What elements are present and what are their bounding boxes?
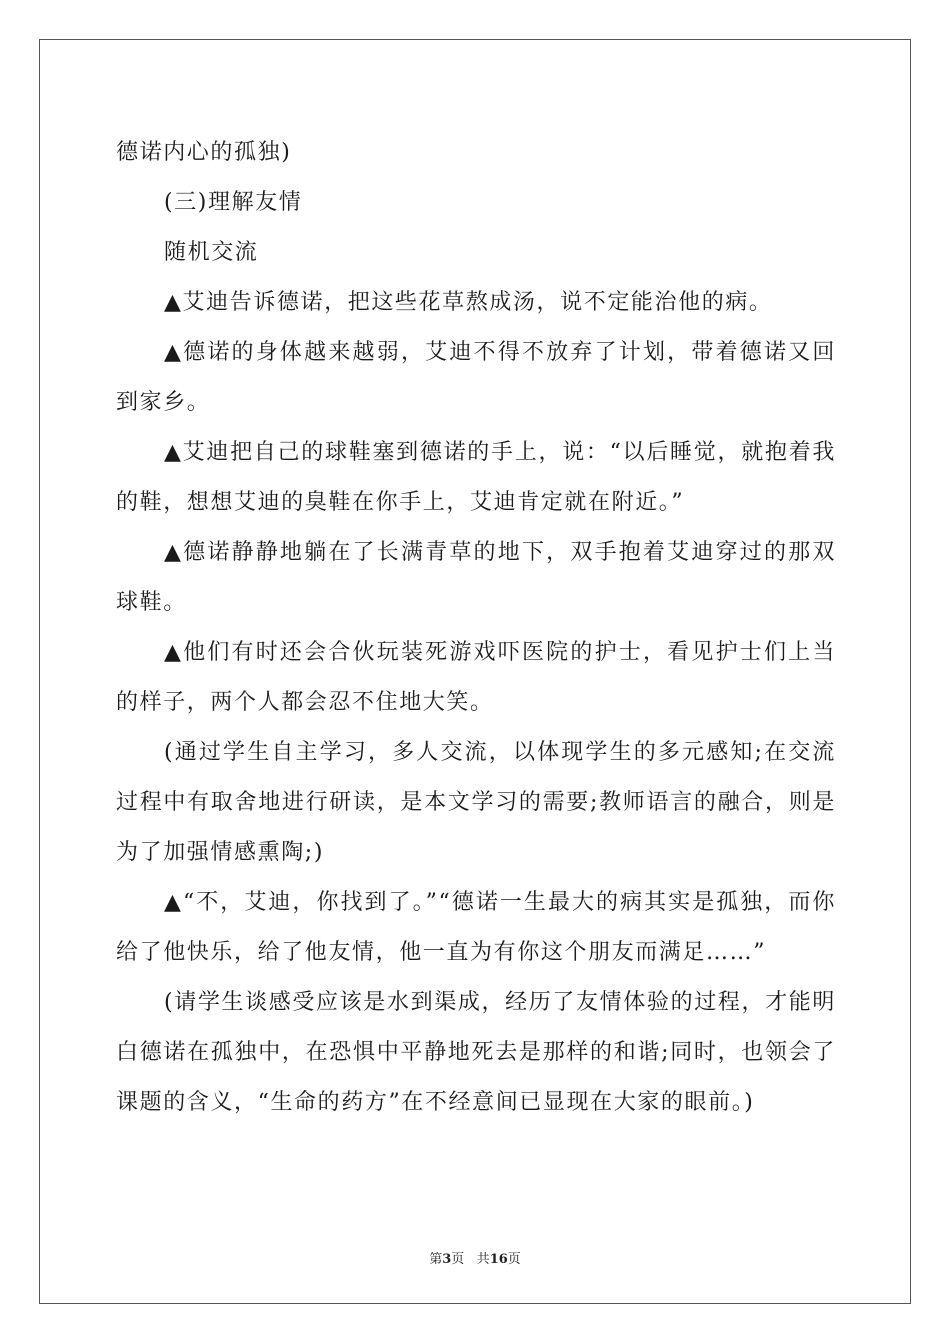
paragraph: ▲德诺静静地躺在了长满青草的地下，双手抱着艾迪穿过的那双球鞋。 xyxy=(116,540,836,615)
page-footer xyxy=(0,1248,950,1267)
section-heading: (三)理解友情 xyxy=(164,190,303,215)
paragraph: ▲他们有时还会合伙玩装死游戏吓医院的护士，看见护士们上当的样子，两个人都会忍不住地大笑。 xyxy=(116,640,836,715)
paragraph: ▲德诺的身体越来越弱，艾迪不得不放弃了计划，带着德诺又回到家乡。 xyxy=(116,340,836,415)
document-body xyxy=(116,128,836,1128)
paragraph: (通过学生自主学习，多人交流，以体现学生的多元感知;在交流过程中有取舍地进行研读，是本文学习的需要;教师语言的融合，则是为了加强情感熏陶;) xyxy=(116,740,836,865)
page-suffix: 页 xyxy=(451,1252,465,1267)
subheading: 随机交流 xyxy=(164,240,259,265)
paragraph: ▲“不，艾迪，你找到了。”“德诺一生最大的病其实是孤独，而你给了他快乐，给了他友情，他一直为有你这个朋友而满足……” xyxy=(116,890,836,965)
page-number: 3 xyxy=(442,1252,452,1267)
total-prefix: 共 xyxy=(476,1252,490,1267)
total-suffix: 页 xyxy=(507,1252,521,1267)
paragraph: ▲艾迪把自己的球鞋塞到德诺的手上，说：“以后睡觉，就抱着我的鞋，想想艾迪的臭鞋在你手上，艾迪肯定就在附近。” xyxy=(116,440,836,515)
paragraph: ▲艾迪告诉德诺，把这些花草熬成汤，说不定能治他的病。 xyxy=(164,290,773,315)
paragraph: (请学生谈感受应该是水到渠成，经历了友情体验的过程，才能明白德诺在孤独中，在恐惧中平静地死去是那样的和谐;同时，也领会了课题的含义，“生命的药方”在不经意间已显现在大家的眼前。) xyxy=(116,990,836,1115)
page-prefix: 第 xyxy=(429,1252,443,1267)
paragraph: 德诺内心的孤独) xyxy=(116,140,292,165)
total-pages: 16 xyxy=(489,1252,508,1267)
